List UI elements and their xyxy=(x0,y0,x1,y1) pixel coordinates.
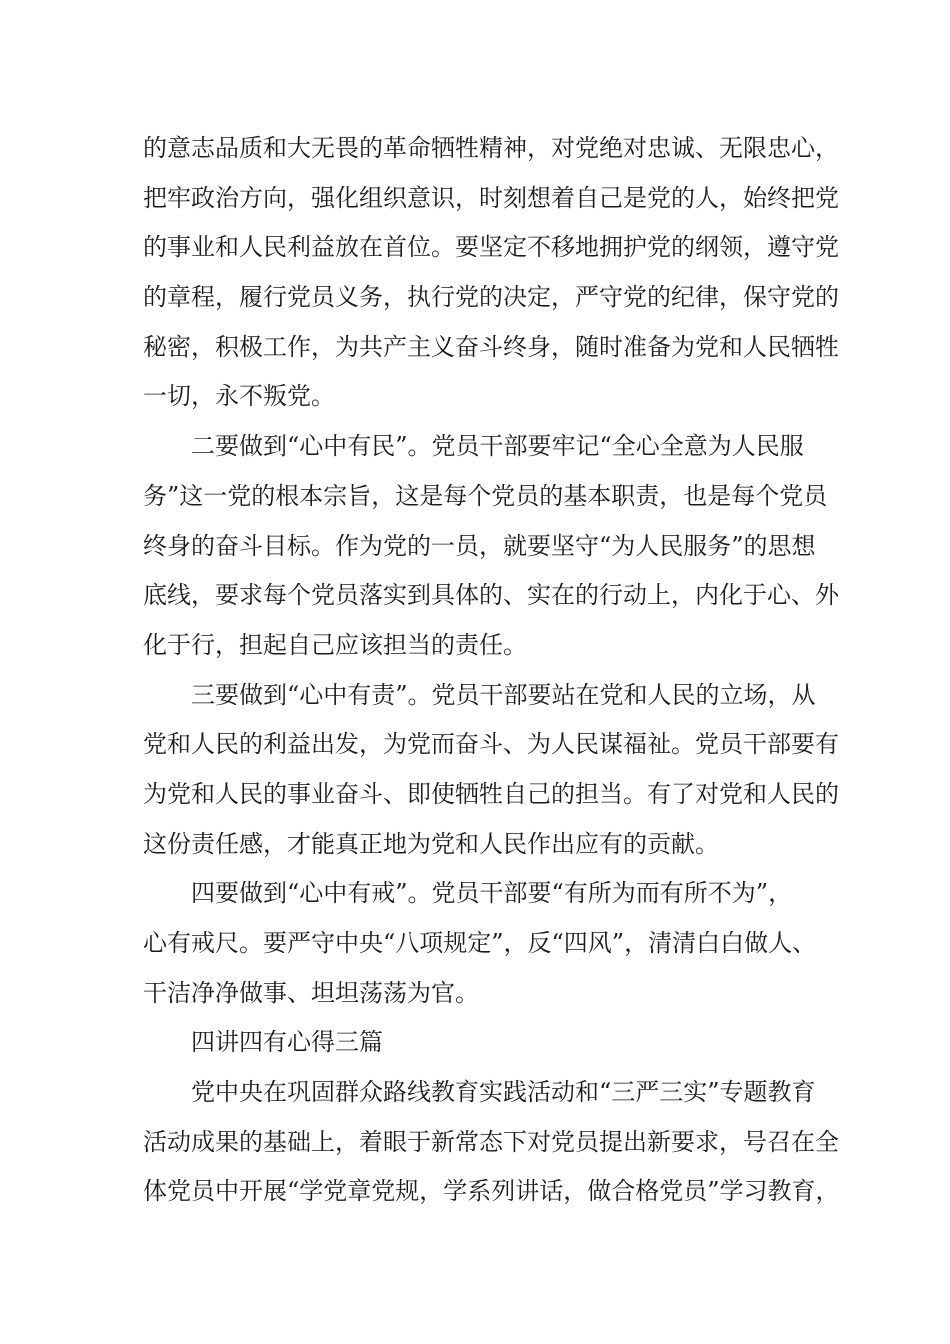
paragraph-start-line: 三要做到“心中有责”。党员干部要站在党和人民的立场，从 xyxy=(191,680,816,709)
text-line: 体党员中开展“学党章党规，学系列讲话，做合格党员”学习教育， xyxy=(143,1177,840,1206)
text-line: 化于行，担起自己应该担当的责任。 xyxy=(143,630,527,659)
text-line: 终身的奋斗目标。作为党的一员，就要坚守“为人民服务”的思想 xyxy=(143,531,816,560)
text-line: 一切，永不叛党。 xyxy=(143,382,335,411)
text-line: 党和人民的利益出发，为党而奋斗、为人民谋福祉。党员干部要有 xyxy=(143,730,839,759)
text-line: 秘密，积极工作，为共产主义奋斗终身，随时准备为党和人民牺牲 xyxy=(143,332,839,361)
paragraph-start-line: 党中央在巩固群众路线教育实践活动和“三严三实”专题教育 xyxy=(191,1078,816,1107)
text-line: 为党和人民的事业奋斗、即使牺牲自己的担当。有了对党和人民的 xyxy=(143,779,839,808)
text-line: 活动成果的基础上，着眼于新常态下对党员提出新要求，号召在全 xyxy=(143,1127,839,1156)
text-line: 的意志品质和大无畏的革命牺牲精神，对党绝对忠诚、无限忠心， xyxy=(143,134,839,162)
section-heading: 四讲四有心得三篇 xyxy=(191,1028,383,1057)
text-line: 把牢政治方向，强化组织意识，时刻想着自己是党的人，始终把党 xyxy=(143,183,839,212)
text-line: 底线，要求每个党员落实到具体的、实在的行动上，内化于心、外 xyxy=(143,581,839,610)
paragraph-start-line: 四要做到“心中有戒”。党员干部要“有所为而有所不为”， xyxy=(191,879,793,908)
text-line: 务”这一党的根本宗旨，这是每个党员的基本职责，也是每个党员 xyxy=(143,481,828,510)
text-line: 干洁净净做事、坦坦荡荡为官。 xyxy=(143,978,479,1007)
text-line: 的章程，履行党员义务，执行党的决定，严守党的纪律，保守党的 xyxy=(143,283,839,312)
text-line: 心有戒尺。要严守中央“八项规定”，反“四风”，清清白白做人、 xyxy=(143,929,817,957)
text-line: 的事业和人民利益放在首位。要坚定不移地拥护党的纲领，遵守党 xyxy=(143,233,839,262)
paragraph-start-line: 二要做到“心中有民”。党员干部要牢记“全心全意为人民服 xyxy=(191,432,804,461)
body-text xyxy=(143,124,840,1217)
text-line: 这份责任感，才能真正地为党和人民作出应有的贡献。 xyxy=(143,829,719,858)
